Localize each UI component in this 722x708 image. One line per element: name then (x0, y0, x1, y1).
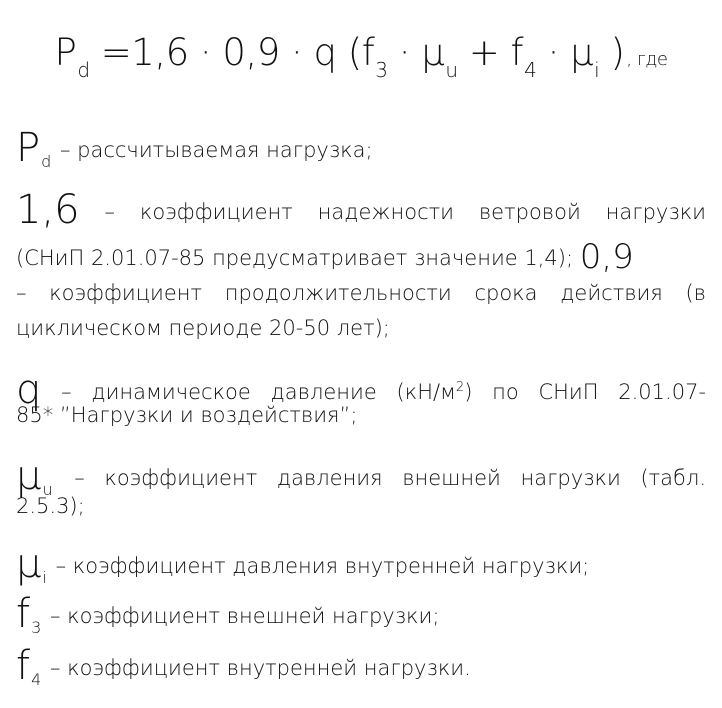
symbol-f4-subscript: 4 (31, 670, 42, 689)
symbol-mu-u-subscript: u (42, 480, 53, 499)
definition-k16-line-2-text: (СНиП 2.01.07-85 предусматривает значение 1,4); (16, 246, 580, 270)
symbol-mu-i: μ (16, 541, 42, 587)
definition-k09-line-1-text: – коэффициент продолжительности срока действия (в (16, 281, 706, 305)
symbol-f4: f (16, 643, 31, 689)
formula-rhs-part-2: · μ (387, 31, 445, 74)
definition-k09-line-2-text: циклическом периоде 20-50 лет); (16, 316, 390, 340)
symbol-mu-u: μ (16, 453, 42, 499)
definition-q-line-2 (16, 405, 706, 426)
definition-k16-line-1-text: – коэффициент надежности ветровой нагрузки (79, 200, 706, 224)
definition-k09-line-1 (16, 283, 706, 304)
formula-rhs-part-1: =1,6 · 0,9 · q (f (89, 31, 375, 74)
symbol-0-9: 0,9 (579, 237, 634, 277)
symbol-f3-subscript: 3 (31, 618, 42, 637)
definition-pd-text: – рассчитываемая нагрузка; (53, 138, 373, 162)
symbol-1-6: 1,6 (16, 187, 80, 233)
definition-f4 (16, 643, 706, 689)
formula-rhs-part-4: · μ (536, 31, 594, 74)
formula-subscript-u: u (445, 58, 458, 82)
definition-mu-u-line-2-text: 2.5.3); (16, 494, 85, 518)
definition-q-line-1a: – динамическое давление (кН/м (41, 380, 456, 404)
definition-k09-line-2 (16, 318, 706, 339)
definition-mu-u-line-2 (16, 496, 706, 517)
definition-q-superscript: 2 (455, 380, 465, 395)
definition-f3-text: – коэффициент внешней нагрузки; (43, 604, 440, 628)
definition-k16-line-2 (16, 237, 706, 277)
definition-pd (16, 125, 706, 171)
symbol-f3: f (16, 591, 31, 637)
main-formula (0, 31, 722, 82)
symbol-q: q (16, 367, 42, 413)
definition-f3 (16, 591, 706, 637)
definition-q-line-2-text: 85* ”Нагрузки и воздействия”; (16, 403, 358, 427)
formula-subscript-f4: 4 (524, 58, 537, 82)
formula-tail: , где (626, 49, 668, 70)
definition-f4-text: – коэффициент внутренней нагрузки. (43, 656, 471, 680)
definition-mu-u-line-1-text: – коэффициент давления внешней нагрузки (табл. (54, 466, 706, 490)
symbol-pd: P (16, 125, 41, 171)
formula-lhs: P (54, 31, 77, 74)
symbol-mu-i-subscript: i (42, 568, 47, 587)
formula-lhs-subscript: d (77, 58, 90, 82)
formula-rhs-part-5: ) (599, 31, 625, 74)
definition-k16-line-1 (16, 187, 706, 233)
definition-q-line-1b: ) по СНиП 2.01.07- (464, 380, 707, 404)
formula-subscript-f3: 3 (375, 58, 388, 82)
formula-subscript-i: i (594, 58, 600, 82)
definition-mu-i-text: – коэффициент давления внутренней нагрузки; (48, 554, 590, 578)
formula-rhs-part-3: + f (457, 31, 524, 74)
symbol-pd-subscript: d (41, 152, 52, 171)
definition-mu-u-line-1 (16, 453, 706, 499)
definition-mu-i (16, 541, 706, 587)
